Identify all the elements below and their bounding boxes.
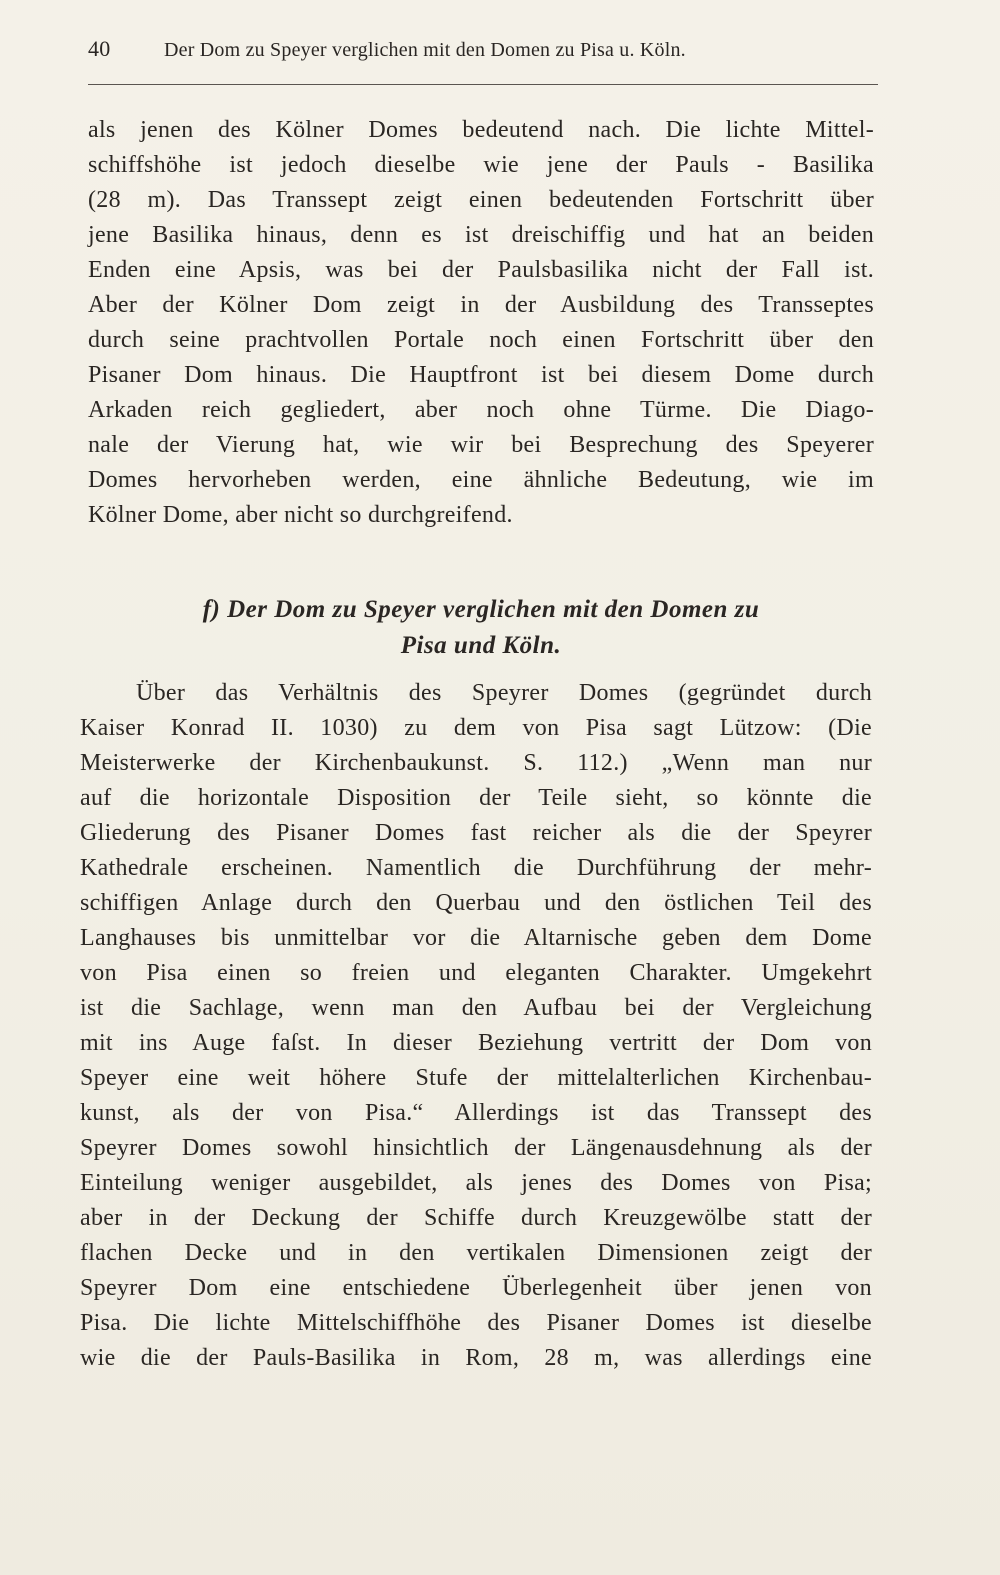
- text-line: Speyer eine weit höhere Stufe der mittelalterlichen Kirchenbau-: [80, 1065, 872, 1091]
- text-line: mit ins Auge faſst. In dieser Beziehung vertritt der Dom von: [80, 1030, 872, 1056]
- text-line: wie die der Pauls-Basilika in Rom, 28 m, was allerdings eine: [80, 1345, 872, 1371]
- text-line: als jenen des Kölner Domes bedeutend nach. Die lichte Mittel-: [88, 117, 874, 143]
- text-line: Meisterwerke der Kirchenbaukunst. S. 112.) „Wenn man nur: [80, 750, 872, 776]
- text-line: Pisa. Die lichte Mittelschiffhöhe des Pisaner Domes ist dieselbe: [80, 1310, 872, 1336]
- text-line: Speyrer Dom eine entschiedene Überlegenheit über jenen von: [80, 1275, 872, 1301]
- text-line: Enden eine Apsis, was bei der Paulsbasilika nicht der Fall ist.: [88, 257, 874, 283]
- text-line: auf die horizontale Disposition der Teile sieht, so könnte die: [80, 785, 872, 811]
- page-number: 40: [88, 36, 111, 61]
- text-line: flachen Decke und in den vertikalen Dimensionen zeigt der: [80, 1240, 872, 1266]
- text-line: schiffigen Anlage durch den Querbau und den östlichen Teil des: [80, 890, 872, 916]
- text-line: Kathedrale erscheinen. Namentlich die Durchführung der mehr-: [80, 855, 872, 881]
- text-line: nale der Vierung hat, wie wir bei Besprechung des Speyerer: [88, 432, 874, 458]
- running-head: [88, 36, 878, 72]
- header-rule: [88, 84, 878, 85]
- text-line: Einteilung weniger ausgebildet, als jenes des Domes von Pisa;: [80, 1170, 872, 1196]
- text-line: aber in der Deckung der Schiffe durch Kreuzgewölbe statt der: [80, 1205, 872, 1231]
- paragraph-2: [80, 676, 872, 1376]
- text-line: kunst, als der von Pisa.“ Allerdings ist das Transsept des: [80, 1100, 872, 1126]
- text-line: Domes hervorheben werden, eine ähnliche Bedeutung, wie im: [88, 467, 874, 493]
- text-line: Kaiser Konrad II. 1030) zu dem von Pisa sagt Lützow: (Die: [80, 715, 872, 741]
- text-line: Speyrer Domes sowohl hinsichtlich der Längenausdehnung als der: [80, 1135, 872, 1161]
- text-line: Arkaden reich gegliedert, aber noch ohne Türme. Die Diago-: [88, 397, 874, 423]
- text-line: Langhauses bis unmittelbar vor die Altarnische geben dem Dome: [80, 925, 872, 951]
- text-line: jene Basilika hinaus, denn es ist dreischiffig und hat an beiden: [88, 222, 874, 248]
- text-line: Gliederung des Pisaner Domes fast reicher als die der Speyrer: [80, 820, 872, 846]
- paragraph-1: [88, 113, 874, 533]
- section-heading-line: f) Der Dom zu Speyer verglichen mit den Domen zu: [202, 596, 760, 623]
- running-title: Der Dom zu Speyer verglichen mit den Domen zu Pisa u. Köln.: [164, 39, 686, 61]
- text-line: ist die Sachlage, wenn man den Aufbau bei der Vergleichung: [80, 995, 872, 1021]
- text-line: (28 m). Das Transsept zeigt einen bedeutenden Fortschritt über: [88, 187, 874, 213]
- section-heading-line: Pisa und Köln.: [400, 632, 562, 659]
- text-line: von Pisa einen so freien und eleganten Charakter. Umgekehrt: [80, 960, 872, 986]
- text-line: Über das Verhältnis des Speyrer Domes (gegründet durch: [136, 680, 872, 706]
- text-line: Kölner Dome, aber nicht so durchgreifend.: [88, 502, 513, 528]
- text-line: schiffshöhe ist jedoch dieselbe wie jene der Pauls - Basilika: [88, 152, 874, 178]
- text-line: durch seine prachtvollen Portale noch einen Fortschritt über den: [88, 327, 874, 353]
- section-heading: [88, 592, 874, 664]
- text-line: Aber der Kölner Dom zeigt in der Ausbildung des Transseptes: [88, 292, 874, 318]
- text-line: Pisaner Dom hinaus. Die Hauptfront ist bei diesem Dome durch: [88, 362, 874, 388]
